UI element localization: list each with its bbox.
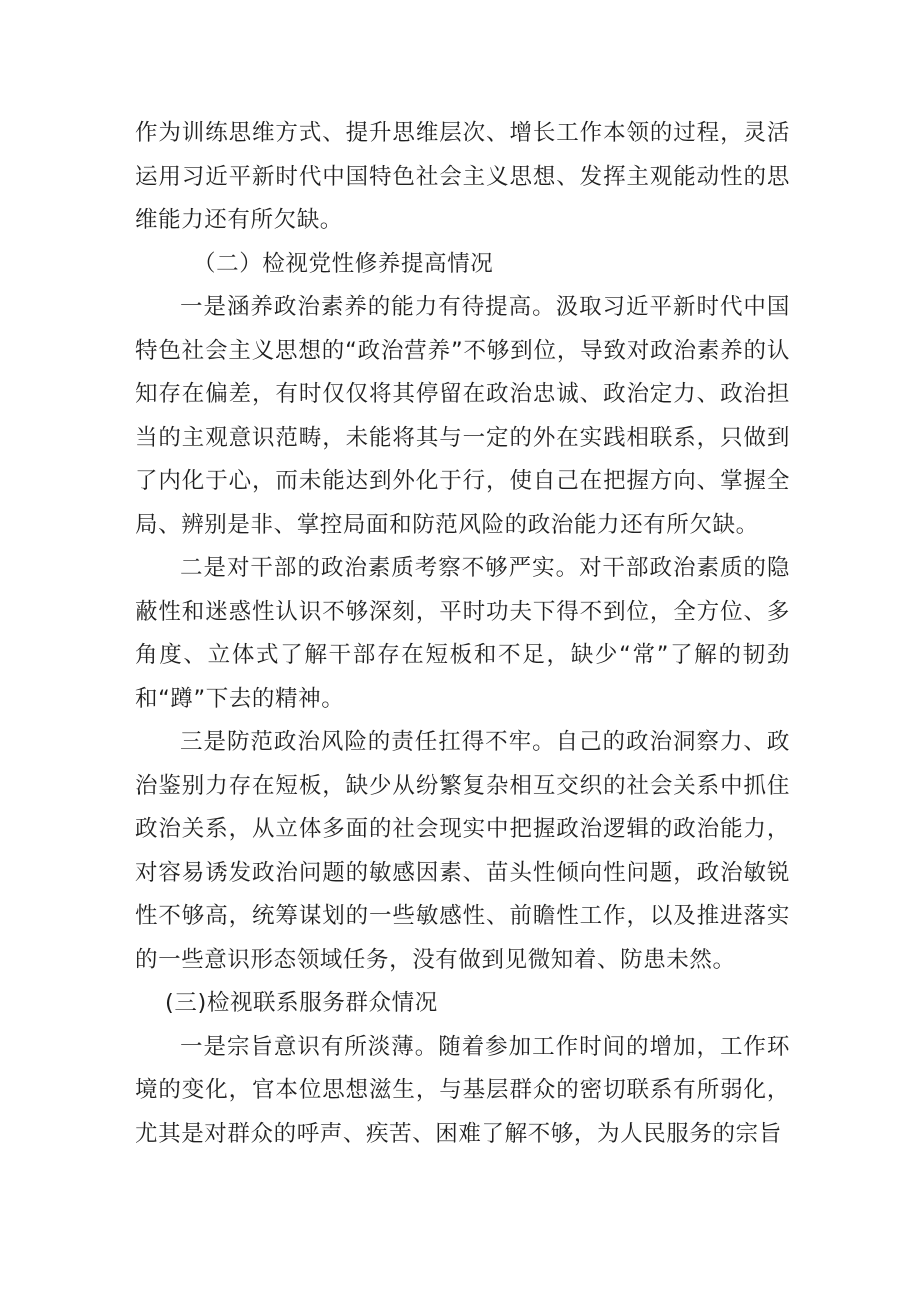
paragraph-political-risk: 三是防范政治风险的责任扛得不牢。自己的政治洞察力、政治鉴别力存在短板，缺少从纷繁复杂相互交织的社会关系中抓住政治关系，从立体多面的社会现实中把握政治逻辑的政治能力，对容易诱发政治问题的敏感因素、苗头性倾向性问题，政治敏锐性不够高，统筹谋划的一些敏感性、前瞻性工作，以及推进落实的一些意识形态领域任务，没有做到见微知着、防患未然。 [135, 729, 790, 973]
paragraph-continuation: 作为训练思维方式、提升思维层次、增长工作本领的过程，灵活运用习近平新时代中国特色社会主义思想、发挥主观能动性的思维能力还有所欠缺。 [135, 120, 790, 233]
document-body [135, 112, 790, 1156]
section-heading-2: （二）检视党性修养提高情况 [193, 250, 494, 277]
section-heading-3: (三)检视联系服务群众情况 [165, 990, 438, 1016]
paragraph-cadre-inspection: 二是对干部的政治素质考察不够严实。对干部政治素质的隐蔽性和迷惑性认识不够深刻，平时功夫下得不到位，全方位、多角度、立体式了解干部存在短板和不足，缺少“常”了解的韧劲和“蹲”下去的精神。 [135, 555, 790, 712]
paragraph-political-literacy: 一是涵养政治素养的能力有待提高。汲取习近平新时代中国特色社会主义思想的“政治营养”不够到位，导致对政治素养的认知存在偏差，有时仅仅将其停留在政治忠诚、政治定力、政治担当的主观意识范畴，未能将其与一定的外在实践相联系，只做到了内化于心，而未能达到外化于行，使自己在把握方向、掌握全局、辨别是非、掌控局面和防范风险的政治能力还有所欠缺。 [135, 294, 790, 538]
paragraph-purpose-awareness: 一是宗旨意识有所淡薄。随着参加工作时间的增加，工作环境的变化，官本位思想滋生，与基层群众的密切联系有所弱化，尤其是对群众的呼声、疾苦、困难了解不够，为人民服务的宗旨 [135, 1033, 790, 1147]
